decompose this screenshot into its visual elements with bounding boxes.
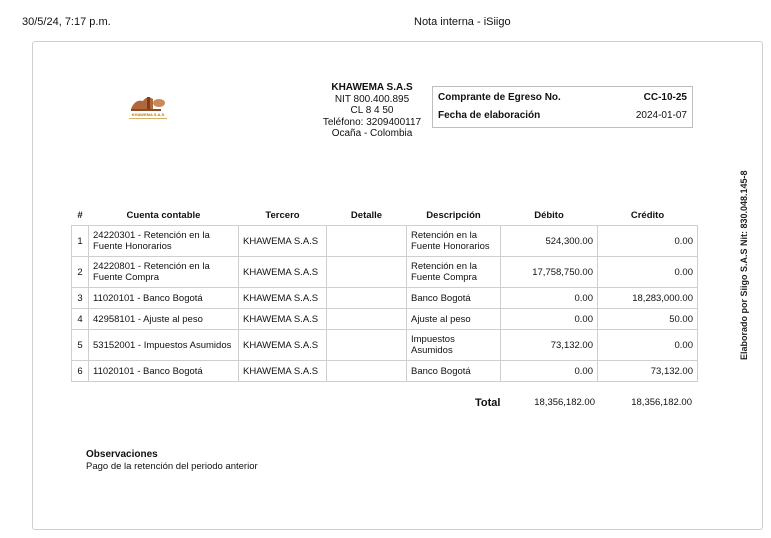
- entries-table: [71, 205, 698, 382]
- row-description: Banco Bogotá: [407, 288, 501, 309]
- table-row: [72, 309, 698, 330]
- table-header-row: [72, 205, 698, 226]
- observations-text: Pago de la retención del periodo anterior: [86, 461, 258, 472]
- row-credit: 18,283,000.00: [598, 288, 698, 309]
- row-number: 6: [72, 361, 89, 382]
- row-description: Retención en la Fuente Compra: [407, 257, 501, 288]
- company-info: [312, 82, 432, 140]
- row-number: 2: [72, 257, 89, 288]
- row-credit: 73,132.00: [598, 361, 698, 382]
- document-sheet: [32, 41, 763, 530]
- voucher-box: [432, 86, 693, 128]
- company-name: KHAWEMA S.A.S: [331, 82, 413, 93]
- row-detail: [327, 257, 407, 288]
- row-description: Retención en la Fuente Honorarios: [407, 226, 501, 257]
- company-logo: [123, 89, 173, 121]
- row-third-party: KHAWEMA S.A.S: [239, 288, 327, 309]
- row-credit: 0.00: [598, 257, 698, 288]
- print-title: Nota interna - iSiigo: [414, 16, 511, 28]
- table-row: [72, 288, 698, 309]
- row-number: 1: [72, 226, 89, 257]
- col-debit-header: Débito: [501, 205, 598, 226]
- row-number: 3: [72, 288, 89, 309]
- row-debit: 73,132.00: [501, 330, 598, 361]
- col-number-header: #: [72, 205, 89, 226]
- row-third-party: KHAWEMA S.A.S: [239, 330, 327, 361]
- row-account: 11020101 - Banco Bogotá: [89, 361, 239, 382]
- row-credit: 0.00: [598, 330, 698, 361]
- col-description-header: Descripción: [407, 205, 501, 226]
- row-debit: 0.00: [501, 288, 598, 309]
- col-detail-header: Detalle: [327, 205, 407, 226]
- row-third-party: KHAWEMA S.A.S: [239, 257, 327, 288]
- row-account: 53152001 - Impuestos Asumidos: [89, 330, 239, 361]
- row-credit: 0.00: [598, 226, 698, 257]
- total-debit: 18,356,182.00: [534, 397, 595, 408]
- row-credit: 50.00: [598, 309, 698, 330]
- col-third-party-header: Tercero: [239, 205, 327, 226]
- total-label: Total: [475, 397, 501, 409]
- company-city: Ocaña - Colombia: [331, 128, 413, 139]
- total-credit: 18,356,182.00: [631, 397, 692, 408]
- row-account: 42958101 - Ajuste al peso: [89, 309, 239, 330]
- table-row: [72, 330, 698, 361]
- observations-title: Observaciones: [86, 449, 158, 460]
- row-detail: [327, 226, 407, 257]
- row-detail: [327, 288, 407, 309]
- company-nit: NIT 800.400.895: [334, 93, 410, 105]
- row-third-party: KHAWEMA S.A.S: [239, 309, 327, 330]
- row-debit: 0.00: [501, 309, 598, 330]
- table-row: [72, 361, 698, 382]
- company-phone: Teléfono: 3209400117: [322, 116, 422, 128]
- row-number: 5: [72, 330, 89, 361]
- row-description: Ajuste al peso: [407, 309, 501, 330]
- table-row: [72, 226, 698, 257]
- row-debit: 17,758,750.00: [501, 257, 598, 288]
- voucher-date-label: Fecha de elaboración: [438, 110, 541, 121]
- voucher-type-label: Comprante de Egreso No.: [438, 92, 561, 103]
- side-credit-text: Elaborado por Siigo S.A.S Nit: 830.048.145-8: [739, 170, 749, 360]
- row-detail: [327, 309, 407, 330]
- row-description: Impuestos Asumidos: [407, 330, 501, 361]
- row-detail: [327, 361, 407, 382]
- row-third-party: KHAWEMA S.A.S: [239, 361, 327, 382]
- row-third-party: KHAWEMA S.A.S: [239, 226, 327, 257]
- col-account-header: Cuenta contable: [89, 205, 239, 226]
- voucher-number: CC-10-25: [643, 92, 687, 103]
- table-row: [72, 257, 698, 288]
- row-account: 24220301 - Retención en la Fuente Honorarios: [89, 226, 239, 257]
- row-account: 11020101 - Banco Bogotá: [89, 288, 239, 309]
- row-description: Banco Bogotá: [407, 361, 501, 382]
- row-number: 4: [72, 309, 89, 330]
- company-address: CL 8 4 50: [350, 105, 394, 116]
- voucher-date: 2024-01-07: [635, 110, 687, 121]
- col-credit-header: Crédito: [598, 205, 698, 226]
- row-debit: 524,300.00: [501, 226, 598, 257]
- row-detail: [327, 330, 407, 361]
- print-datetime: 30/5/24, 7:17 p.m.: [22, 16, 111, 28]
- logo-text: KHAWEMA S.A.S: [131, 112, 165, 117]
- row-debit: 0.00: [501, 361, 598, 382]
- row-account: 24220801 - Retención en la Fuente Compra: [89, 257, 239, 288]
